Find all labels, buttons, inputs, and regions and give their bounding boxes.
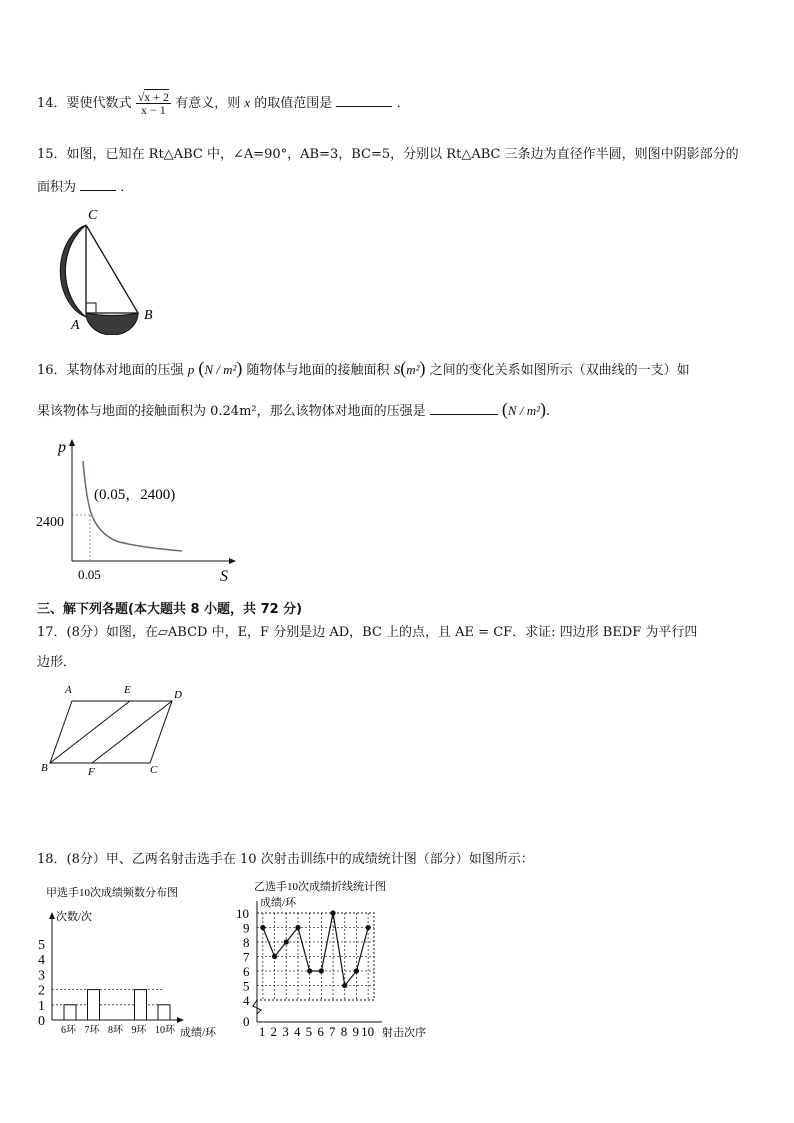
bar-y-tick: 1 [38,998,45,1014]
line-x-tick: 2 [270,1024,278,1039]
line-x-tick: 4 [293,1024,301,1039]
bar-xlabel: 成绩/环 [180,1027,217,1039]
bar-y-tick: 3 [38,968,45,984]
line-xlabel: 射击次序 [382,1027,426,1039]
q15-label-a: A [71,318,80,333]
bar-y-arrow [49,912,55,919]
q15-right-angle-mark [86,303,96,313]
q15-shaded-lune-bottom [86,313,138,335]
question-14 [37,91,410,116]
q16-point-label: (0.05，2400) [94,487,176,503]
q17-label-e: E [124,684,131,696]
q17-label-d: D [174,689,182,701]
line-y-tick: 7 [243,949,250,965]
bar-category-label: 8环 [108,1025,123,1036]
line-y-tick: 0 [243,1014,250,1029]
line-y-tick: 5 [243,978,250,994]
question-17-line2: 边形． [37,655,77,670]
line-x-tick: 6 [317,1024,324,1039]
q14-denominator: x − 1 [140,103,166,117]
bar-10环 [158,1005,170,1020]
line-y-tick: 9 [243,920,250,936]
line-y-tick: 10 [236,906,249,921]
bar-6环 [64,1005,76,1020]
q18-line-chart [232,876,442,1046]
line-x-tick: 8 [340,1024,348,1039]
q16-part2: 随物体与地面的接触面积 [246,363,390,378]
bar-y-tick: 5 [38,938,45,953]
bar-7环 [88,990,100,1020]
q14-suffix: 的取值范围是 [254,96,333,111]
line-chart-title: 乙选手10次成绩折线统计图 [254,881,386,893]
line-point-7 [330,910,335,915]
line-point-3 [284,939,289,944]
q16-end: . [545,404,551,419]
q15-answer-blank [80,178,116,191]
line-y-tick: 8 [243,935,250,950]
line-x-tick: 7 [329,1024,336,1039]
line-point-8 [342,983,347,988]
bar-9环 [135,990,147,1020]
q16-unit: N / m² [204,362,237,377]
line-point-9 [354,968,359,973]
q16-part1: 16．某物体对地面的压强 [37,363,184,378]
q16-ylabel: p [58,439,66,456]
line-x-tick: 9 [352,1024,359,1039]
question-17-line1: 17．(8分）如图，在▱ABCD 中，E，F 分别是边 AD，BC 上的点，且 AE = CF．求证: 四边形 BEDF 为平行四 [37,625,698,640]
line-x-tick: 1 [258,1024,266,1039]
line-y-tick: 4 [243,993,250,1008]
line-y-tick: 6 [243,964,250,979]
line-series [263,913,368,986]
q14-end: ． [396,96,410,111]
line-ylabel: 成绩/环 [260,897,297,909]
bar-category-label: 6环 [61,1025,76,1036]
q16-y-tick: 2400 [36,515,64,530]
q15-line2-text: 面积为 [37,180,77,195]
q16-graph [36,437,246,587]
q15-triangle [86,225,138,313]
question-15-line1: 15．如图，已知在 Rt△ABC 中，∠A=90°，AB=3，BC=5，分别以 Rt△ABC 三条边为直径作半圆，则图中阴影部分的 [37,147,739,162]
q15-label-b: B [144,308,153,323]
line-x-tick: 10 [361,1024,375,1039]
q17-label-c: C [150,764,158,776]
q14-fraction: $\frac{√x + 2}{x - 1}$ [137,90,170,117]
q15-label-c: C [88,208,98,223]
line-point-1 [260,925,265,930]
q15-shaded-lune-left [60,225,86,317]
question-16-line1: 16．某物体对地面的压强 p (N / m²) 随物体与地面的接触面积 S(m²) 之间的变化关系如图所示（双曲线的一支）如 [37,358,690,378]
bar-chart-title: 甲选手10次成绩频数分布图 [46,887,178,899]
bar-category-label: 9环 [131,1025,147,1036]
line-point-4 [295,925,300,930]
q16-p: p [187,362,195,377]
bar-y-tick: 0 [38,1014,45,1029]
q15-semicircle-bc [65,225,86,317]
line-x-tick: 5 [305,1024,313,1039]
q17-label-f: F [88,766,95,778]
bar-category-label: 10环 [155,1025,175,1036]
q14-answer-blank [336,94,392,107]
line-point-10 [366,925,371,930]
q16-x-tick: 0.05 [78,567,101,582]
q16-answer-blank [430,402,498,415]
q14-mid: 有意义，则 [175,96,241,111]
q16-xlabel: S [220,568,228,585]
bar-y-tick: 2 [38,983,45,999]
bar-y-tick: 4 [38,953,45,969]
q16-unit3: N / m² [507,403,540,418]
q14-prefix: 14．要使代数式 [37,96,132,111]
q17-segment-be [50,701,130,763]
q16-y-arrow [69,439,75,446]
line-point-6 [319,968,324,973]
q15-end: ． [120,180,134,195]
line-point-2 [272,954,277,959]
q16-s: S [393,362,401,377]
q17-label-b: B [41,762,48,774]
line-point-5 [307,968,312,973]
q14-numerator: x + 2 [144,90,170,104]
q16-unit2: m² [406,362,420,377]
line-x-tick: 3 [282,1024,289,1039]
bar-ylabel: 次数/次 [56,911,93,923]
question-18-line1: 18．(8分）甲、乙两名射击选手在 10 次射击训练中的成绩统计图（部分）如图所示： [37,852,534,867]
q16-part3: 之间的变化关系如图所示（双曲线的一支）如 [429,363,690,378]
q16-hyperbola [83,461,182,551]
q17-figure [38,683,198,778]
bar-x-arrow [177,1017,184,1023]
q17-segment-df [92,701,172,763]
q16-x-arrow [229,558,236,564]
question-15-line2 [37,178,133,194]
q17-label-a: A [65,684,72,696]
q14-var: x [244,95,251,110]
q15-figure [38,205,168,335]
q16-line2a: 果该物体与地面的接触面积为 0.24m²，那么该物体对地面的压强是 [37,404,426,419]
question-16-line2: 果该物体与地面的接触面积为 0.24m²，那么该物体对地面的压强是 (N / m²). [37,399,551,419]
q18-bar-chart [34,878,234,1043]
q17-parallelogram [50,701,172,763]
section-3-heading: 三、解下列各题(本大题共 8 小题，共 72 分) [37,602,303,617]
bar-category-label: 7环 [84,1025,100,1036]
